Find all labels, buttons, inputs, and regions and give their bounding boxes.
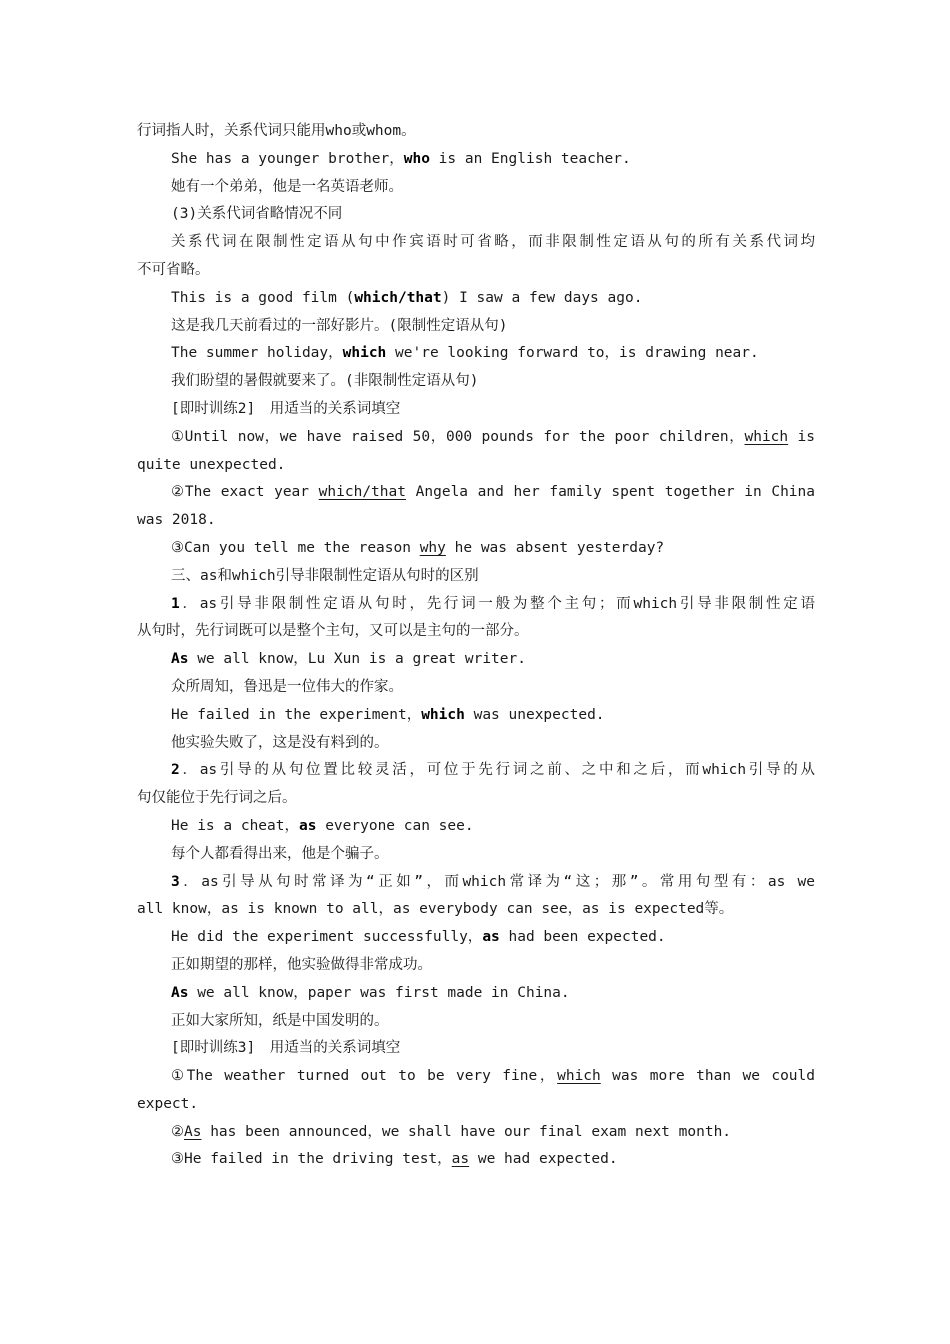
text-segment: Angela and her family spent together in China — [405, 484, 815, 501]
text-line — [137, 757, 815, 785]
text-segment: He is a cheat， — [171, 817, 299, 834]
text-segment: ②The exact year — [171, 484, 319, 501]
text-line — [137, 1008, 815, 1036]
text-line — [137, 952, 815, 980]
text-segment: ② — [171, 1123, 184, 1140]
text-line — [137, 424, 815, 452]
emphasized-word: as — [482, 929, 500, 946]
text-segment: was more than we could — [600, 1068, 815, 1085]
text-segment: we're looking forward to，is drawing near. — [386, 345, 759, 362]
text-line — [137, 285, 815, 313]
emphasized-word: 2 — [171, 762, 180, 779]
text-line — [137, 841, 815, 869]
text-line — [137, 869, 815, 897]
text-segment: expect. — [137, 1095, 199, 1112]
text-line — [137, 896, 815, 924]
emphasized-word: 3 — [171, 873, 180, 890]
text-segment: She has a younger brother， — [171, 150, 404, 167]
text-segment: he was absent yesterday? — [445, 539, 665, 556]
answer-blank: which/that — [318, 484, 406, 501]
emphasized-word: 1 — [171, 595, 180, 612]
emphasized-word: As — [171, 651, 189, 668]
text-segment: 关系代词在限制性定语从句中作宾语时可省略，而非限制性定语从句的所有关系代词均 — [171, 234, 815, 251]
text-segment: ．as引导的从句位置比较灵活，可位于先行词之前、之中和之后，而which引导的从 — [179, 762, 815, 779]
text-line — [137, 507, 815, 535]
text-line — [137, 702, 815, 730]
text-segment: everyone can see. — [316, 817, 474, 834]
text-segment: (3)关系代词省略情况不同 — [171, 206, 343, 223]
text-line — [137, 785, 815, 813]
text-segment: was 2018. — [137, 512, 216, 529]
text-segment: 行词指人时，关系代词只能用who或whom。 — [137, 123, 416, 139]
text-segment: ．as引导从句时常译为“正如”，而which常译为“这；那”。常用句型有：as we — [179, 873, 815, 890]
text-line — [137, 1091, 815, 1119]
text-segment: is an English teacher. — [429, 150, 631, 167]
text-line — [137, 229, 815, 257]
text-segment: 这是我几天前看过的一部好影片。(限制性定语从句) — [171, 317, 508, 334]
emphasized-word: which/that — [354, 289, 442, 306]
text-line — [137, 730, 815, 758]
text-segment: was unexpected. — [464, 706, 605, 723]
text-segment: 我们盼望的暑假就要来了。(非限制性定语从句) — [171, 373, 479, 390]
text-line — [137, 452, 815, 480]
text-line — [137, 646, 815, 674]
text-segment: ) I saw a few days ago. — [441, 289, 643, 306]
text-segment: ③He failed in the driving test， — [171, 1151, 452, 1168]
text-segment: we had expected. — [469, 1151, 618, 1168]
text-segment: all know，as is known to all，as everybody can see，as is expected等。 — [137, 901, 734, 918]
emphasized-word: which — [342, 345, 387, 362]
text-line — [137, 201, 815, 229]
text-segment: 每个人都看得出来，他是个骗子。 — [171, 845, 389, 862]
text-line — [137, 1119, 815, 1147]
text-segment: we all know，paper was first made in China. — [188, 984, 570, 1001]
text-segment: [即时训练2] 用适当的关系词填空 — [171, 400, 401, 417]
answer-blank: As — [184, 1123, 202, 1140]
answer-blank: which — [744, 428, 789, 445]
text-segment: 从句时，先行词既可以是整个主句，又可以是主句的一部分。 — [137, 623, 529, 640]
emphasized-word: who — [403, 150, 430, 167]
text-line — [137, 118, 815, 146]
text-segment: 正如大家所知，纸是中国发明的。 — [171, 1012, 389, 1029]
text-segment: 众所周知，鲁迅是一位伟大的作家。 — [171, 678, 403, 695]
text-segment: This is a good film ( — [171, 289, 355, 306]
text-line — [137, 535, 815, 563]
text-line — [137, 674, 815, 702]
answer-blank: why — [419, 539, 446, 556]
text-segment: 不可省略。 — [137, 261, 210, 278]
text-segment: had been expected. — [499, 929, 666, 946]
text-line — [137, 257, 815, 285]
text-segment: 三、as和which引导非限制性定语从句时的区别 — [171, 567, 479, 584]
text-line — [137, 368, 815, 396]
text-segment: He failed in the experiment， — [171, 706, 422, 723]
emphasized-word: As — [171, 984, 189, 1001]
text-line — [137, 1063, 815, 1091]
text-line — [137, 174, 815, 202]
text-segment: has been announced，we shall have our final exam next month. — [201, 1123, 732, 1140]
text-line — [137, 1146, 815, 1174]
text-line — [137, 340, 815, 368]
text-segment: [即时训练3] 用适当的关系词填空 — [171, 1040, 401, 1057]
emphasized-word: as — [299, 817, 317, 834]
text-segment: 她有一个弟弟，他是一名英语老师。 — [171, 178, 403, 195]
text-segment: is — [788, 428, 815, 445]
text-line — [137, 813, 815, 841]
emphasized-word: which — [421, 706, 465, 723]
text-line — [137, 591, 815, 619]
text-line — [137, 396, 815, 424]
text-segment: 正如期望的那样，他实验做得非常成功。 — [171, 956, 432, 973]
text-segment: ①Until now，we have raised 50，000 pounds for the poor children， — [171, 428, 745, 445]
text-line — [137, 146, 815, 174]
text-line — [137, 563, 815, 591]
document-body — [137, 118, 815, 1174]
text-line — [137, 1035, 815, 1063]
text-line — [137, 313, 815, 341]
text-line — [137, 618, 815, 646]
text-segment: He did the experiment successfully， — [171, 929, 483, 946]
text-line — [137, 924, 815, 952]
text-segment: quite unexpected. — [137, 456, 286, 473]
answer-blank: which — [557, 1068, 601, 1085]
text-segment: 他实验失败了，这是没有料到的。 — [171, 734, 389, 751]
text-line — [137, 479, 815, 507]
answer-blank: as — [451, 1151, 470, 1168]
text-segment: ①The weather turned out to be very fine， — [171, 1068, 558, 1085]
text-segment: 句仅能位于先行词之后。 — [137, 790, 297, 807]
text-segment: ③Can you tell me the reason — [171, 539, 420, 556]
text-line — [137, 980, 815, 1008]
text-segment: ．as引导非限制性定语从句时，先行词一般为整个主句；而which引导非限制性定语 — [179, 595, 815, 612]
text-segment: The summer holiday， — [171, 345, 343, 362]
text-segment: we all know，Lu Xun is a great writer. — [188, 651, 526, 668]
